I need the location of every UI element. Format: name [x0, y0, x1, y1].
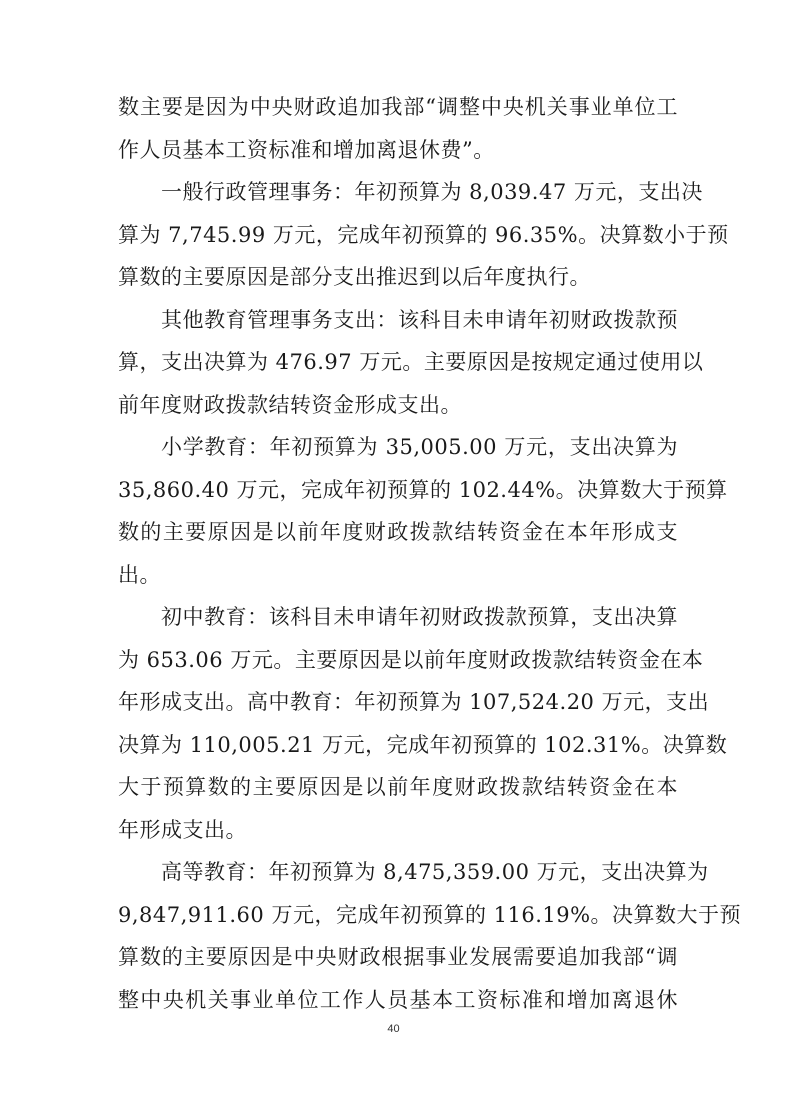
paragraph-2-line-2: 算为 7,745.99 万元，完成年初预算的 96.35%。决算数小于预 — [118, 222, 729, 247]
paragraph-5-line-2: 为 653.06 万元。主要原因是以前年度财政拨款结转资金在本 — [118, 647, 704, 672]
paragraph-3-line-3: 前年度财政拨款结转资金形成支出。 — [118, 392, 462, 417]
paragraph-6-line-3: 算数的主要原因是中央财政根据事业发展需要追加我部“调 — [118, 945, 678, 969]
paragraph-1-line-2: 作人员基本工资标准和增加离退休费”。 — [118, 137, 495, 162]
paragraph-6-line-2: 9,847,911.60 万元，完成年初预算的 116.19%。决算数大于预 — [118, 902, 742, 927]
paragraph-5-line-1: 初中教育：该科目未申请年初财政拨款预算，支出决算 — [161, 605, 678, 629]
paragraph-5-line-5: 大于预算数的主要原因是以前年度财政拨款结转资金在本 — [118, 775, 678, 799]
page-number: 40 — [387, 1023, 400, 1035]
paragraph-3-line-2: 算，支出决算为 476.97 万元。主要原因是按规定通过使用以 — [118, 350, 704, 374]
document-body — [118, 86, 742, 1021]
paragraph-4-line-4: 出。 — [118, 562, 161, 587]
paragraph-5-line-4: 决算为 110,005.21 万元，完成年初预算的 102.31%。决算数 — [118, 732, 728, 757]
paragraph-4-line-3: 数的主要原因是以前年度财政拨款结转资金在本年形成支 — [118, 520, 678, 544]
paragraph-2-line-1: 一般行政管理事务：年初预算为 8,039.47 万元，支出决 — [161, 180, 703, 204]
paragraph-1-line-1: 数主要是因为中央财政追加我部“调整中央机关事业单位工 — [118, 95, 678, 119]
paragraph-2-line-3: 算数的主要原因是部分支出推迟到以后年度执行。 — [118, 265, 591, 289]
paragraph-5-line-3: 年形成支出。高中教育：年初预算为 107,524.20 万元，支出 — [118, 690, 710, 714]
paragraph-6-line-1: 高等教育：年初预算为 8,475,359.00 万元，支出决算为 — [161, 860, 709, 884]
paragraph-6-line-4: 整中央机关事业单位工作人员基本工资标准和增加离退休 — [118, 987, 678, 1012]
paragraph-4-line-1: 小学教育：年初预算为 35,005.00 万元，支出决算为 — [161, 435, 678, 459]
paragraph-3-line-1: 其他教育管理事务支出：该科目未申请年初财政拨款预 — [161, 307, 678, 332]
paragraph-4-line-2: 35,860.40 万元，完成年初预算的 102.44%。决算数大于预算 — [118, 477, 728, 502]
paragraph-5-line-6: 年形成支出。 — [118, 817, 247, 842]
